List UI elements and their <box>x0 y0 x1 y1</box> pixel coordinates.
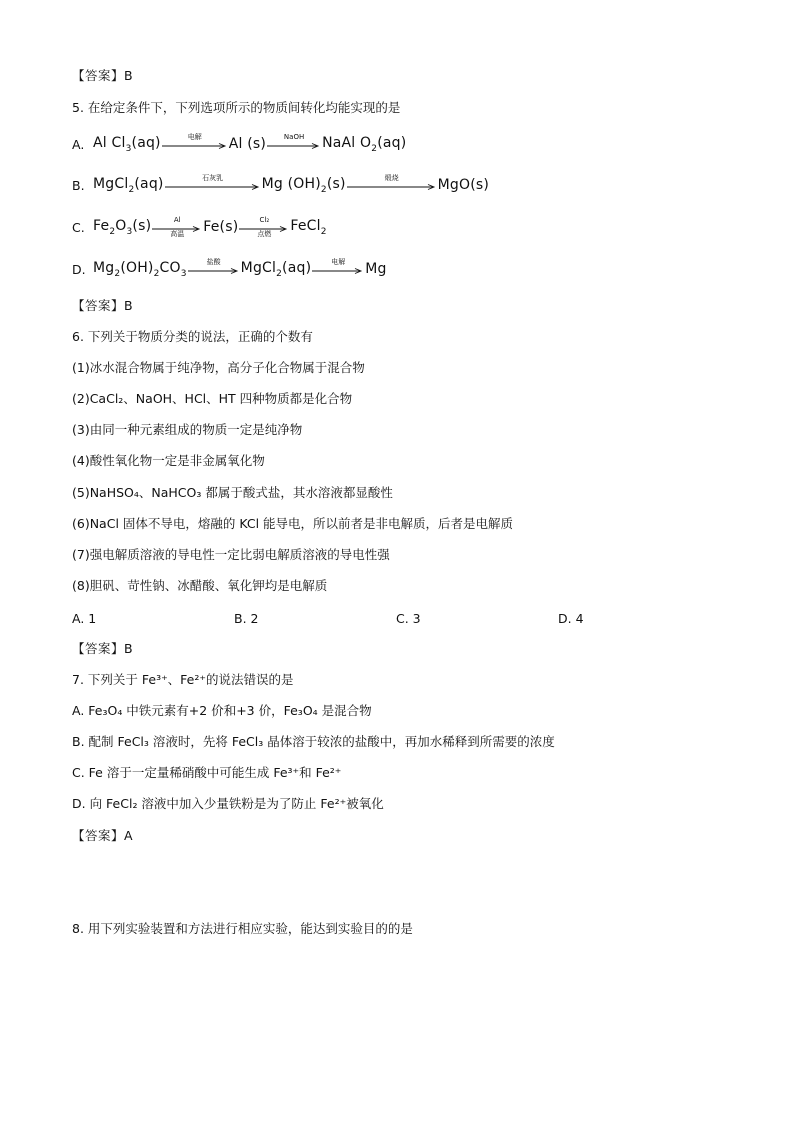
option-label: B. <box>72 177 85 193</box>
species: $Fe_2O_3(s)$ <box>93 217 152 237</box>
q6-option-a: A. 1 <box>72 611 97 626</box>
q7-option-a: A. Fe₃O₄ 中铁元素有+2 价和+3 价，Fe₃O₄ 是混合物 <box>72 703 372 718</box>
reaction-arrow: 电解 <box>312 258 364 280</box>
option-label: D. <box>72 261 86 277</box>
species: NaAl $O_2(aq)$ <box>322 134 407 154</box>
q5-option-b <box>72 172 489 198</box>
species: Al $Cl_3(aq)$ <box>93 134 161 154</box>
species: MgO(s) <box>437 177 490 193</box>
species: Mg $(OH)_2(s)$ <box>261 175 346 195</box>
q5-stem: 5. 在给定条件下，下列选项所示的物质间转化均能实现的是 <box>72 100 401 115</box>
q5-option-d <box>72 256 387 282</box>
q5-answer: 【答案】B <box>72 298 134 313</box>
q6-item: (5)NaHSO₄、NaHCO₃ 都属于酸式盐，其水溶液都显酸性 <box>72 485 393 500</box>
species: FeCl$_2$ <box>290 217 327 237</box>
reaction-arrow: Cl₂ 点燃 <box>239 216 289 238</box>
q7-option-d: D. 向 FeCl₂ 溶液中加入少量铁粉是为了防止 Fe²⁺被氧化 <box>72 796 384 811</box>
q7-stem: 7. 下列关于 Fe³⁺、Fe²⁺的说法错误的是 <box>72 672 294 687</box>
species: MgCl$_2$(aq) <box>93 175 164 195</box>
q5-option-a <box>72 131 406 157</box>
q4-answer: 【答案】B <box>72 68 134 83</box>
q7-option-c: C. Fe 溶于一定量稀硝酸中可能生成 Fe³⁺和 Fe²⁺ <box>72 765 342 780</box>
q6-option-b: B. 2 <box>234 611 259 626</box>
q7-option-b: B. 配制 FeCl₃ 溶液时，先将 FeCl₃ 晶体溶于较浓的盐酸中，再加水稀释到所需要的浓度 <box>72 734 555 749</box>
species: Mg <box>365 261 387 277</box>
q8-stem: 8. 用下列实验装置和方法进行相应实验，能达到实验目的的是 <box>72 921 413 936</box>
q6-item: (2)CaCl₂、NaOH、HCl、HT 四种物质都是化合物 <box>72 391 353 406</box>
option-label: A. <box>72 136 85 152</box>
option-label: C. <box>72 219 85 235</box>
species: $Mg_2(OH)_2CO_3$ <box>93 259 187 279</box>
species: Fe(s) <box>203 219 239 235</box>
q6-answer: 【答案】B <box>72 641 134 656</box>
q6-item: (8)胆矾、苛性钠、冰醋酸、氧化钾均是电解质 <box>72 578 328 593</box>
q6-option-d: D. 4 <box>558 611 584 626</box>
q5-option-c <box>72 214 327 240</box>
q6-item: (6)NaCl 固体不导电，熔融的 KCl 能导电，所以前者是非电解质，后者是电解质 <box>72 516 514 531</box>
species: MgCl$_2$(aq) <box>240 259 312 279</box>
reaction-arrow: 电解 <box>162 133 228 155</box>
q6-item: (1)冰水混合物属于纯净物，高分子化合物属于混合物 <box>72 360 365 375</box>
reaction-arrow: Al 高温 <box>152 216 202 238</box>
q6-item: (4)酸性氧化物一定是非金属氧化物 <box>72 453 265 468</box>
reaction-arrow: 盐酸 <box>188 258 240 280</box>
reaction-arrow: NaOH <box>267 133 321 155</box>
reaction-arrow: 煅烧 <box>347 174 437 196</box>
q6-option-c: C. 3 <box>396 611 421 626</box>
species: Al (s) <box>228 136 267 152</box>
reaction-arrow: 石灰乳 <box>165 174 261 196</box>
q6-item: (7)强电解质溶液的导电性一定比弱电解质溶液的导电性强 <box>72 547 390 562</box>
q7-answer: 【答案】A <box>72 828 134 843</box>
q6-item: (3)由同一种元素组成的物质一定是纯净物 <box>72 422 303 437</box>
q6-stem: 6. 下列关于物质分类的说法，正确的个数有 <box>72 329 313 344</box>
